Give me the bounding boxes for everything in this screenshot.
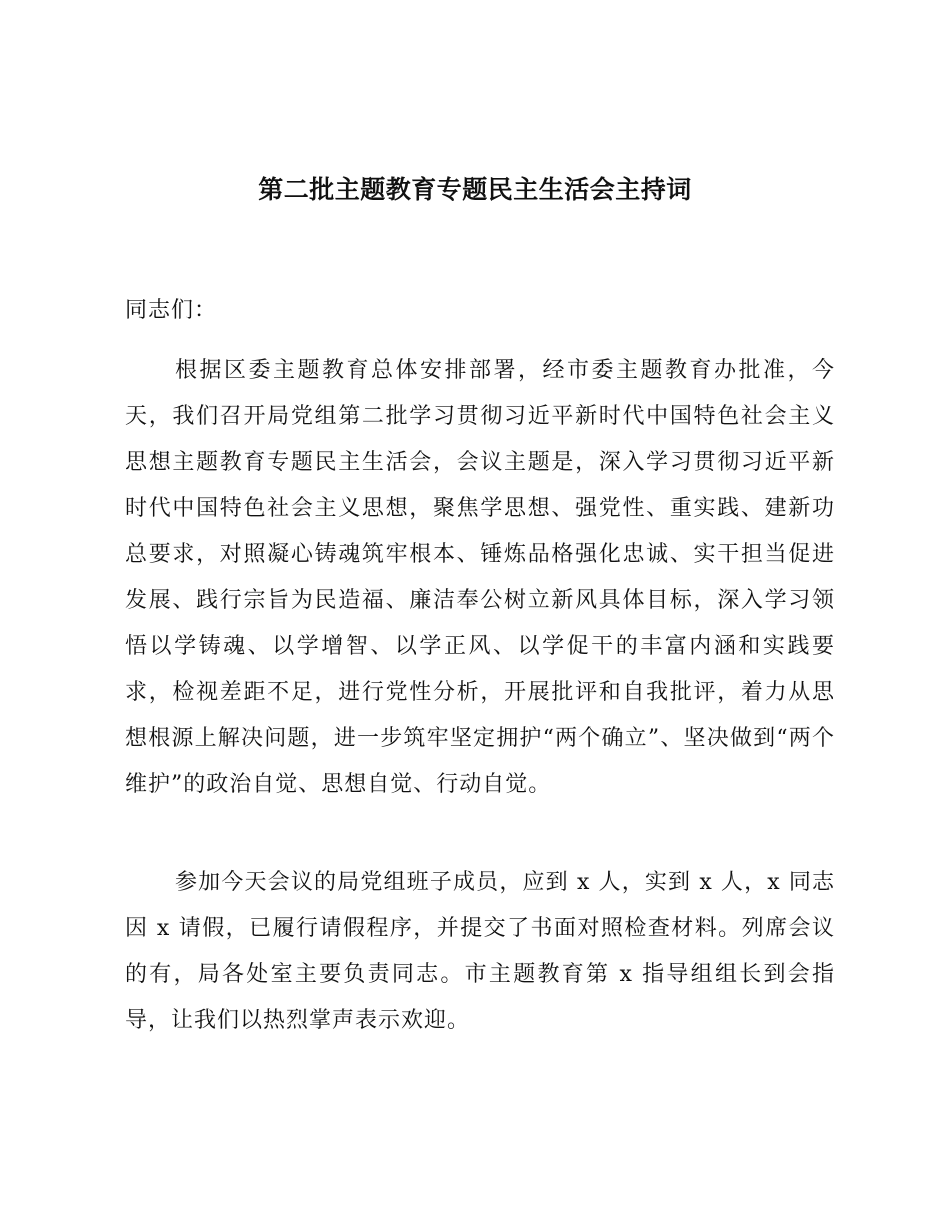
paragraph-1: 根据区委主题教育总体安排部署，经市委主题教育办批准，今天，我们召开局党组第二批学习贯彻习近平新时代中国特色社会主义思想主题教育专题民主生活会，会议主题是，深入学习贯彻习近平新时代中国特色社会主义思想，聚焦学思想、强党性、重实践、建新功总要求，对照凝心铸魂筑牢根本、锤炼品格强化忠诚、实干担当促进发展、践行宗旨为民造福、廉洁奉公树立新风具体目标，深入学习领悟以学铸魂、以学增智、以学正风、以学促干的丰富内涵和实践要求，检视差距不足，进行党性分析，开展批评和自我批评，着力从思想根源上解决问题，进一步筑牢坚定拥护“两个确立”、坚决做到“两个维护”的政治自觉、思想自觉、行动自觉。 [125, 358, 835, 797]
document-title: 第二批主题教育专题民主生活会主持词 [258, 175, 692, 204]
salutation: 同志们： [125, 298, 218, 323]
paragraph-2: 参加今天会议的局党组班子成员，应到 x 人，实到 x 人，x 同志因 x 请假，已履行请假程序，并提交了书面对照检查材料。列席会议的有，局各处室主要负责同志。市主题教育第 x 指导组组长到会指导，让我们以热烈掌声表示欢迎。 [125, 870, 835, 1033]
